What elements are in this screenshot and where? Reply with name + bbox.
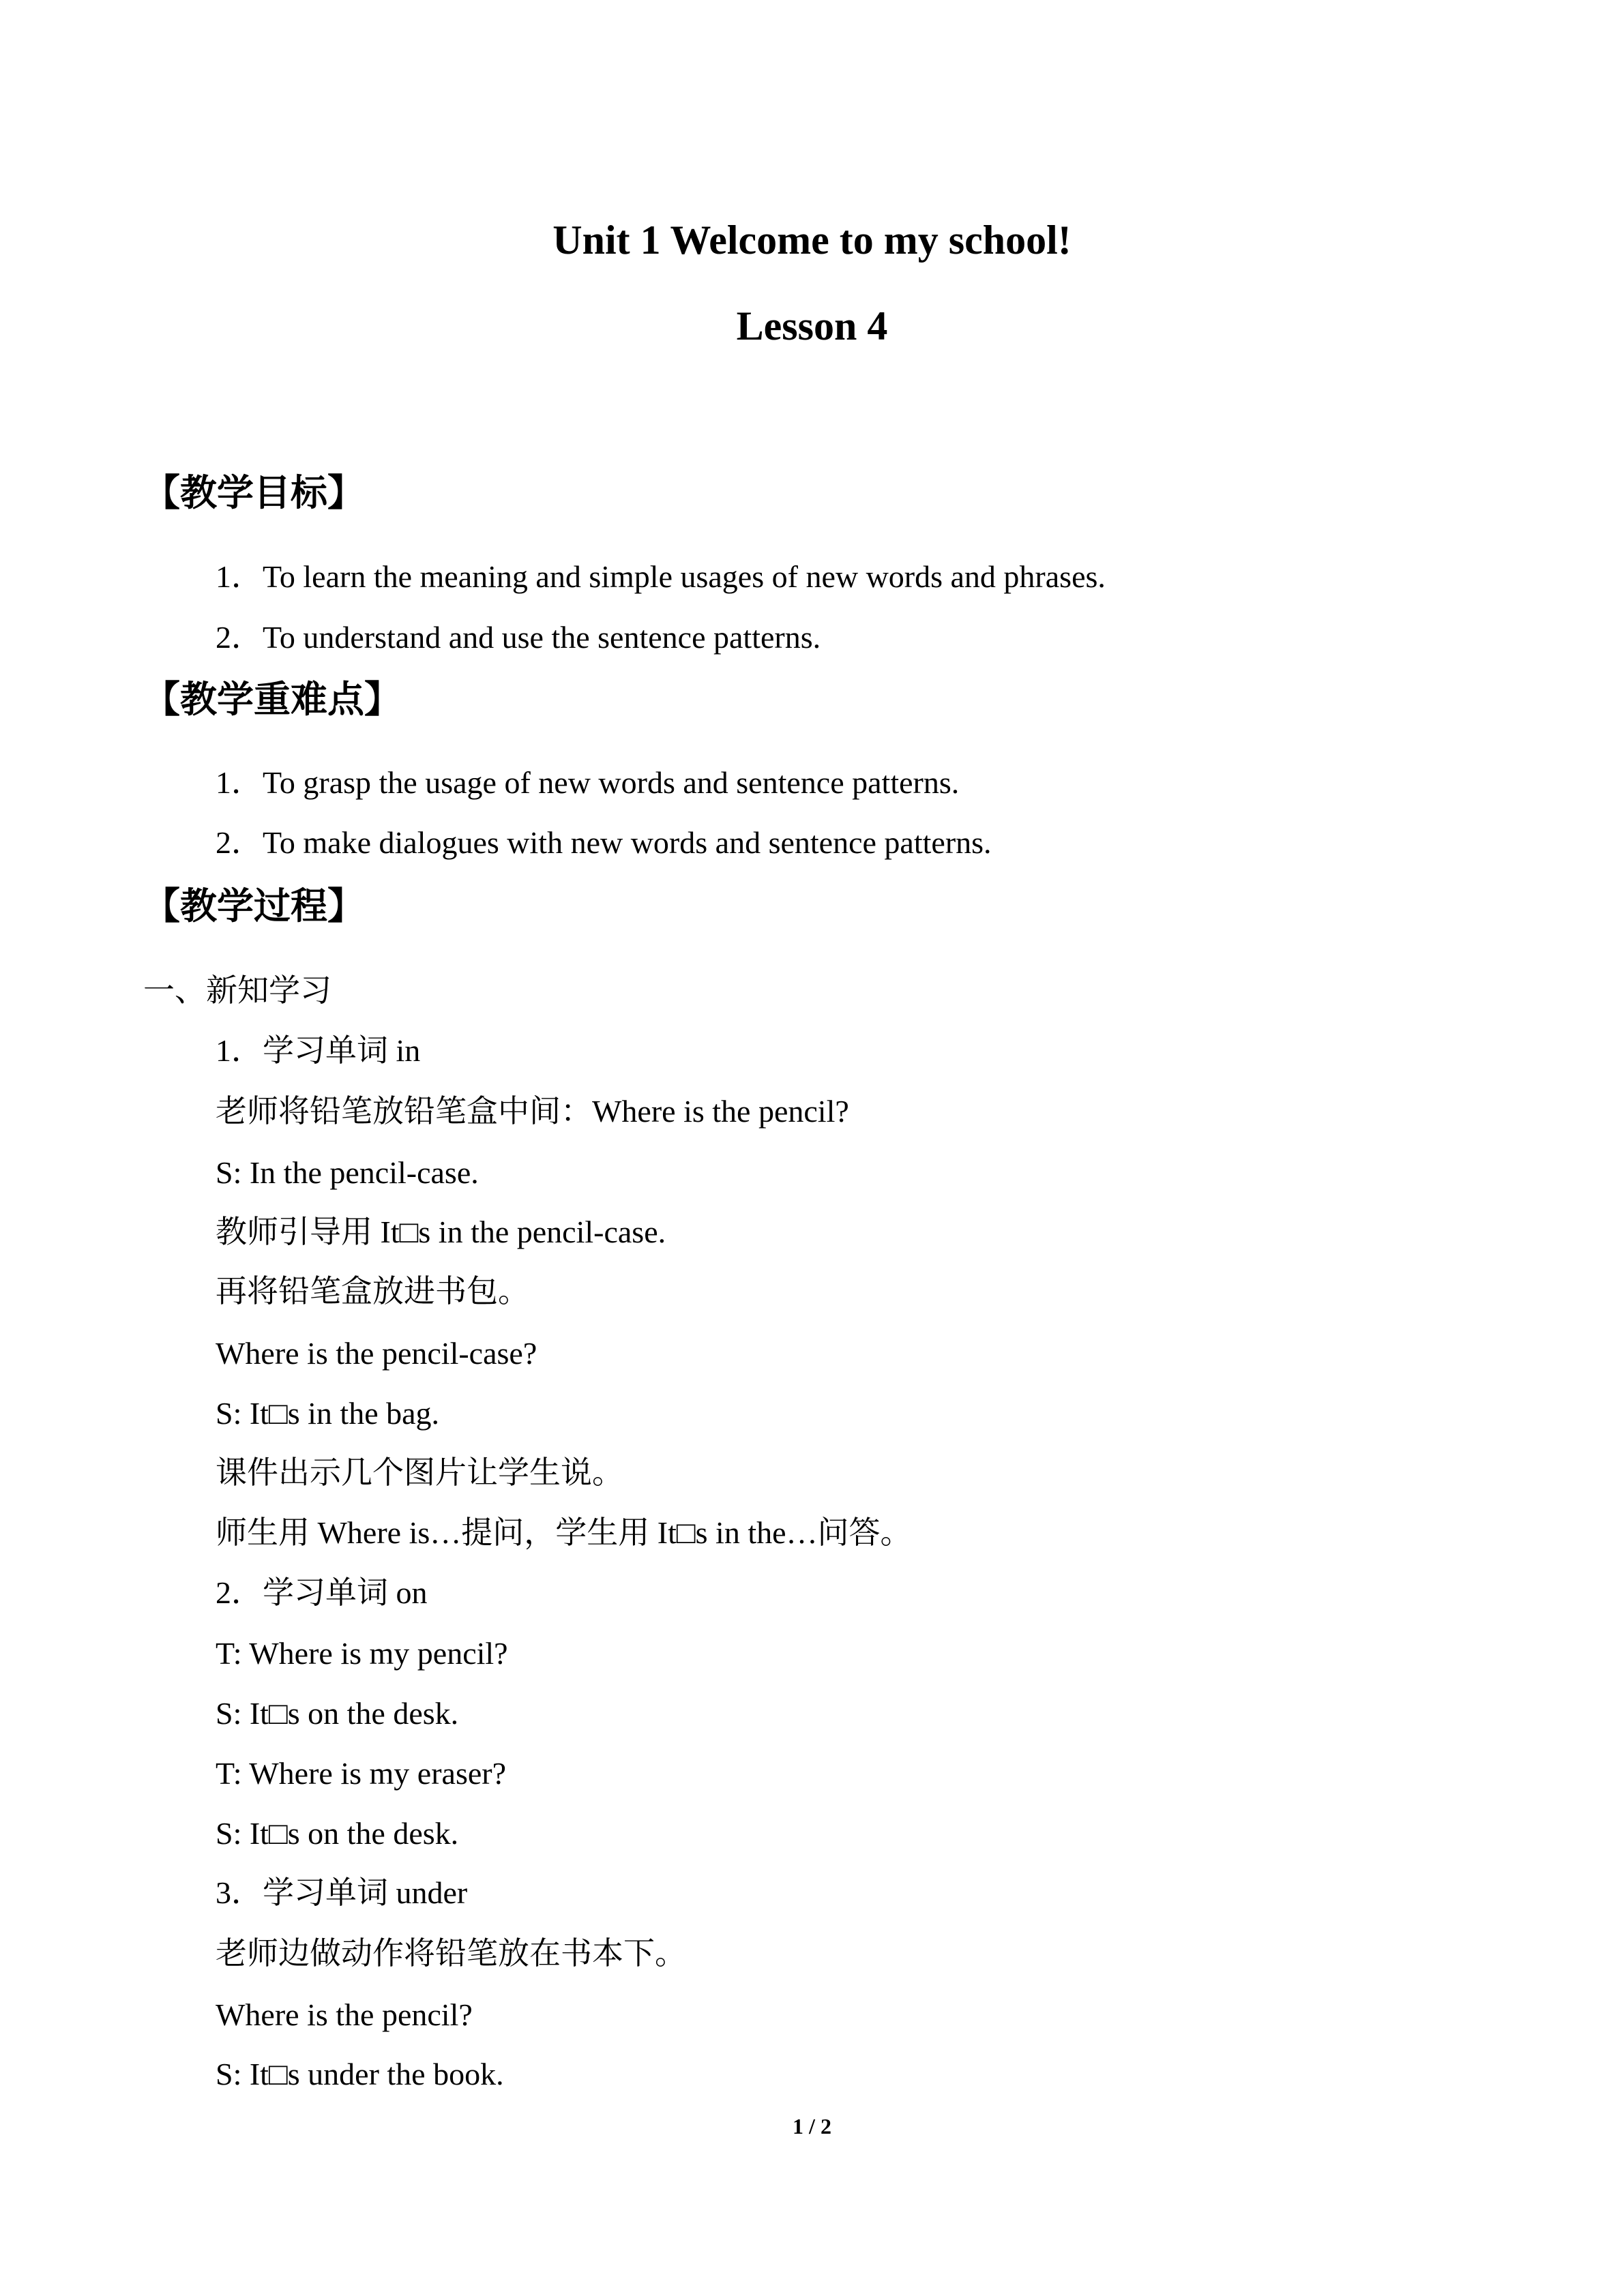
process-line: S: It□s on the desk. <box>216 1696 459 1731</box>
process-line: Where is the pencil-case? <box>216 1336 537 1371</box>
process-line: S: It□s on the desk. <box>216 1816 459 1851</box>
section-heading-objectives: 【教学目标】 <box>143 471 364 514</box>
document-subtitle: Lesson 4 <box>736 303 888 348</box>
objective-item: 2．To understand and use the sentence patterns. <box>216 620 821 655</box>
process-line: 师生用 Where is…提问，学生用 It□s in the…问答。 <box>216 1515 912 1550</box>
key-point-item: 2．To make dialogues with new words and sentence patterns. <box>216 825 992 860</box>
page-indicator: 1 / 2 <box>793 2114 831 2138</box>
process-line: 1．学习单词 in <box>216 1033 421 1068</box>
section-heading-process: 【教学过程】 <box>143 884 364 927</box>
process-line: 老师将铅笔放铅笔盒中间：Where is the pencil? <box>216 1094 849 1129</box>
process-line: 2．学习单词 on <box>216 1575 428 1610</box>
objective-item: 1．To learn the meaning and simple usages of new words and phrases. <box>216 559 1106 594</box>
document-title: Unit 1 Welcome to my school! <box>552 218 1072 263</box>
section-heading-key-points: 【教学重难点】 <box>143 678 401 721</box>
process-line: 3．学习单词 under <box>216 1875 468 1910</box>
key-point-item: 1．To grasp the usage of new words and sentence patterns. <box>216 765 960 800</box>
process-line: 再将铅笔盒放进书包。 <box>216 1274 529 1309</box>
process-line: S: It□s under the book. <box>216 2057 504 2091</box>
process-line: S: It□s in the bag. <box>216 1396 440 1431</box>
process-line: 教师引导用 It□s in the pencil-case. <box>216 1214 666 1249</box>
process-line: 课件出示几个图片让学生说。 <box>216 1455 623 1490</box>
process-line: 老师边做动作将铅笔放在书本下。 <box>216 1936 686 1971</box>
process-line: T: Where is my eraser? <box>216 1756 506 1791</box>
process-line: S: In the pencil-case. <box>216 1155 479 1190</box>
process-line: T: Where is my pencil? <box>216 1636 508 1671</box>
process-line: Where is the pencil? <box>216 1997 473 2032</box>
process-subsection-title: 一、新知学习 <box>143 973 331 1008</box>
